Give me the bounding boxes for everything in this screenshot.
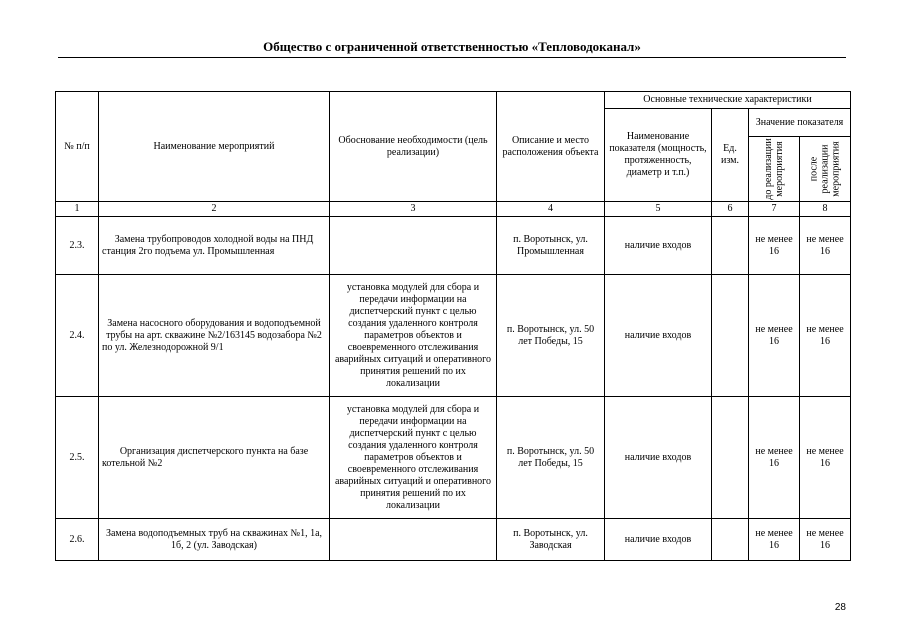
page-number: 28 <box>834 602 846 613</box>
column-number-row <box>56 202 851 217</box>
row-location: п. Воротынск, ул. Заводская <box>497 519 605 561</box>
row-location: п. Воротынск, ул. Промышленная <box>497 217 605 275</box>
row-indicator: наличие входов <box>605 275 712 397</box>
row-after: не менее 16 <box>800 519 851 561</box>
table-row <box>56 275 851 397</box>
row-indicator: наличие входов <box>605 519 712 561</box>
column-number: 7 <box>749 202 800 217</box>
column-number: 8 <box>800 202 851 217</box>
row-after: не менее 16 <box>800 397 851 519</box>
row-indicator: наличие входов <box>605 397 712 519</box>
row-num: 2.5. <box>56 397 99 519</box>
header-after-text: после реализации мероприятия <box>808 141 842 197</box>
row-unit <box>712 275 749 397</box>
column-number: 4 <box>497 202 605 217</box>
header-name: Наименование мероприятий <box>99 92 330 202</box>
row-num: 2.6. <box>56 519 99 561</box>
row-before: не менее 16 <box>749 519 800 561</box>
row-unit <box>712 519 749 561</box>
table-row <box>56 397 851 519</box>
header-tech-group: Основные технические характеристики <box>605 92 851 109</box>
column-number: 5 <box>605 202 712 217</box>
row-before: не менее 16 <box>749 275 800 397</box>
organization-title: Общество с ограниченной ответственностью «Тепловодоканал» <box>263 39 641 54</box>
row-before: не менее 16 <box>749 217 800 275</box>
row-indicator: наличие входов <box>605 217 712 275</box>
row-name: Замена водоподъемных труб на скважинах №1, 1а, 1б, 2 (ул. Заводская) <box>99 519 330 561</box>
table-row <box>56 519 851 561</box>
row-reason <box>330 519 497 561</box>
header-value-group: Значение показателя <box>749 109 851 137</box>
row-num: 2.3. <box>56 217 99 275</box>
column-number: 6 <box>712 202 749 217</box>
header-reason: Обоснование необходимости (цель реализации) <box>330 92 497 202</box>
row-before: не менее 16 <box>749 397 800 519</box>
header-row-1 <box>56 92 851 109</box>
column-number: 2 <box>99 202 330 217</box>
row-num: 2.4. <box>56 275 99 397</box>
row-unit <box>712 217 749 275</box>
row-reason <box>330 217 497 275</box>
row-location: п. Воротынск, ул. 50 лет Победы, 15 <box>497 397 605 519</box>
header-before-text: до реализации мероприятия <box>763 138 785 200</box>
row-location: п. Воротынск, ул. 50 лет Победы, 15 <box>497 275 605 397</box>
measures-table <box>55 91 851 561</box>
row-after: не менее 16 <box>800 275 851 397</box>
header-before <box>749 137 800 202</box>
row-name: Замена трубопроводов холодной воды на ПНД станция 2го подъема ул. Промышленная <box>99 217 330 275</box>
row-name: Замена насосного оборудования и водоподъемной трубы на арт. скважине №2/163145 водозабора №2 по ул. Железнодорожной 9/1 <box>99 275 330 397</box>
header-after <box>800 137 851 202</box>
header-unit: Ед. изм. <box>712 109 749 202</box>
table-row <box>56 217 851 275</box>
title-underline <box>58 57 846 58</box>
row-after: не менее 16 <box>800 217 851 275</box>
row-reason: установка модулей для сбора и передачи информации на диспетчерский пункт с целью создания удаленного контроля параметров объектов и своевременного отслеживания аварийных ситуаций и оперативного принятия решений по их локализации <box>330 275 497 397</box>
column-number: 3 <box>330 202 497 217</box>
row-name: Организация диспетчерского пункта на базе котельной №2 <box>99 397 330 519</box>
row-reason: установка модулей для сбора и передачи информации на диспетчерский пункт с целью создания удаленного контроля параметров объектов и своевременного отслеживания аварийных ситуаций и оперативного принятия решений по их локализации <box>330 397 497 519</box>
header-indicator: Наименование показателя (мощность, протяженность, диаметр и т.п.) <box>605 109 712 202</box>
column-number: 1 <box>56 202 99 217</box>
row-unit <box>712 397 749 519</box>
header-location: Описание и место расположения объекта <box>497 92 605 202</box>
header-num: № п/п <box>56 92 99 202</box>
